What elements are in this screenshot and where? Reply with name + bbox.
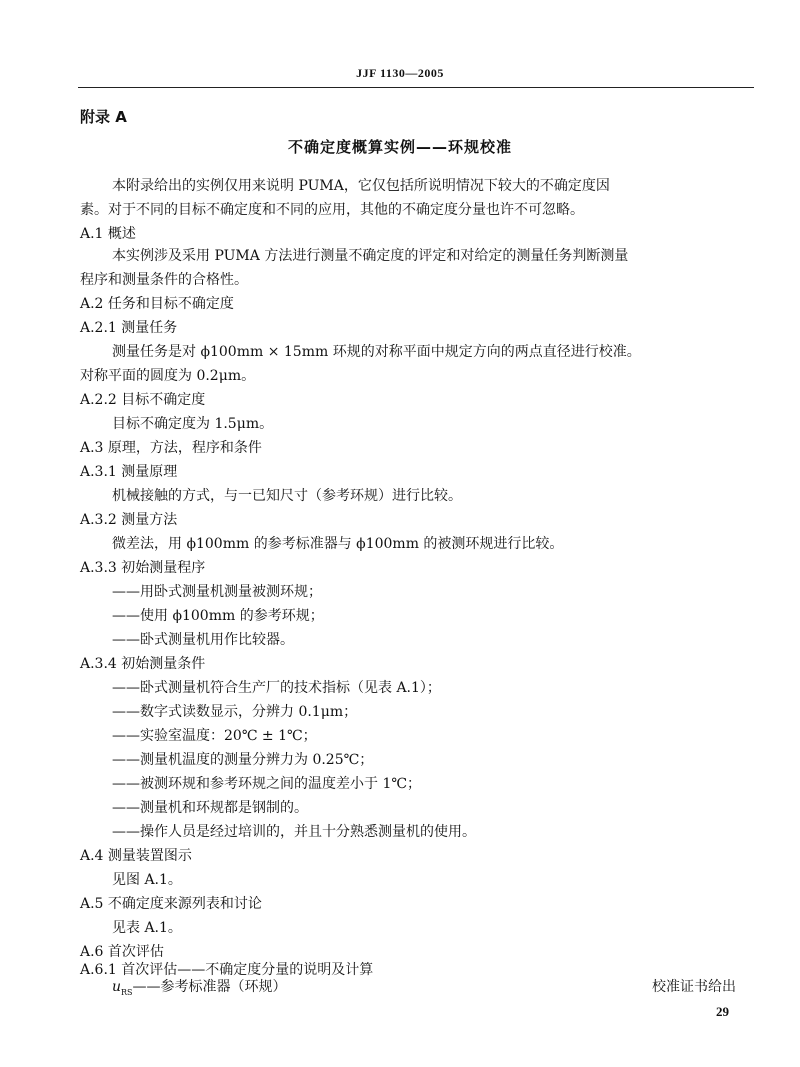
section-heading-a4: A.4 测量装置图示	[80, 848, 192, 864]
section-heading-a5: A.5 不确定度来源列表和讨论	[80, 896, 262, 912]
a5-text: 见表 A.1。	[112, 920, 182, 936]
section-heading-a3: A.3 原理，方法，程序和条件	[80, 440, 262, 456]
a32-text: 微差法，用 ϕ100mm 的参考标准器与 ϕ100mm 的被测环规进行比较。	[112, 536, 564, 552]
a34-list-item: ——实验室温度：20℃ ± 1℃；	[112, 728, 317, 744]
a33-list-item: ——卧式测量机用作比较器。	[112, 632, 294, 648]
section-heading-a31: A.3.1 测量原理	[80, 464, 178, 480]
a34-list-item: ——卧式测量机符合生产厂的技术指标（见表 A.1）；	[112, 680, 441, 696]
uncertainty-component-row	[112, 977, 287, 1003]
intro-line-1: 本附录给出的实例仅用来说明 PUMA，它仅包括所说明情况下较大的不确定度因	[112, 178, 610, 194]
section-heading-a33: A.3.3 初始测量程序	[80, 560, 206, 576]
section-heading-a1: A.1 概述	[80, 226, 136, 242]
uncertainty-component-label: ——参考标准器（环规）	[132, 979, 287, 995]
header-divider	[78, 87, 754, 88]
document-title: 不确定度概算实例——环规校准	[287, 138, 512, 156]
uncertainty-symbol-subscript: RS	[121, 987, 133, 997]
a1-text-line-1: 本实例涉及采用 PUMA 方法进行测量不确定度的评定和对给定的测量任务判断测量	[112, 248, 629, 264]
a1-text-line-2: 程序和测量条件的合格性。	[80, 272, 248, 288]
section-heading-a22: A.2.2 目标不确定度	[80, 392, 206, 408]
a34-list-item: ——被测环规和参考环规之间的温度差小于 1℃；	[112, 776, 422, 792]
a21-text-line-2: 对称平面的圆度为 0.2μm。	[80, 368, 256, 384]
section-heading-a32: A.3.2 测量方法	[80, 512, 178, 528]
intro-line-2: 素。对于不同的目标不确定度和不同的应用，其他的不确定度分量也许不可忽略。	[80, 202, 584, 218]
section-heading-a21: A.2.1 测量任务	[80, 320, 178, 336]
a34-list-item: ——操作人员是经过培训的，并且十分熟悉测量机的使用。	[112, 824, 476, 840]
appendix-label: 附录 A	[80, 108, 127, 126]
certificate-source-text: 校准证书给出	[652, 979, 736, 995]
section-heading-a2: A.2 任务和目标不确定度	[80, 296, 234, 312]
standard-code: JJF 1130—2005	[356, 66, 444, 80]
a34-list-item: ——测量机和环规都是钢制的。	[112, 800, 308, 816]
section-heading-a61: A.6.1 首次评估——不确定度分量的说明及计算	[80, 962, 374, 978]
a33-list-item: ——使用 ϕ100mm 的参考环规；	[112, 608, 324, 624]
a31-text: 机械接触的方式，与一已知尺寸（参考环规）进行比较。	[112, 488, 462, 504]
a34-list-item: ——测量机温度的测量分辨力为 0.25℃；	[112, 752, 374, 768]
a21-text-line-1: 测量任务是对 ϕ100mm × 15mm 环规的对称平面中规定方向的两点直径进行校准。	[112, 344, 641, 360]
page-number: 29	[716, 1004, 729, 1019]
uncertainty-symbol: u	[112, 979, 122, 995]
a33-list-item: ——用卧式测量机测量被测环规；	[112, 584, 322, 600]
a4-text: 见图 A.1。	[112, 872, 182, 888]
section-heading-a34: A.3.4 初始测量条件	[80, 656, 206, 672]
a34-list-item: ——数字式读数显示，分辨力 0.1μm；	[112, 704, 358, 720]
section-heading-a6: A.6 首次评估	[80, 944, 164, 960]
a22-text: 目标不确定度为 1.5μm。	[112, 416, 274, 432]
